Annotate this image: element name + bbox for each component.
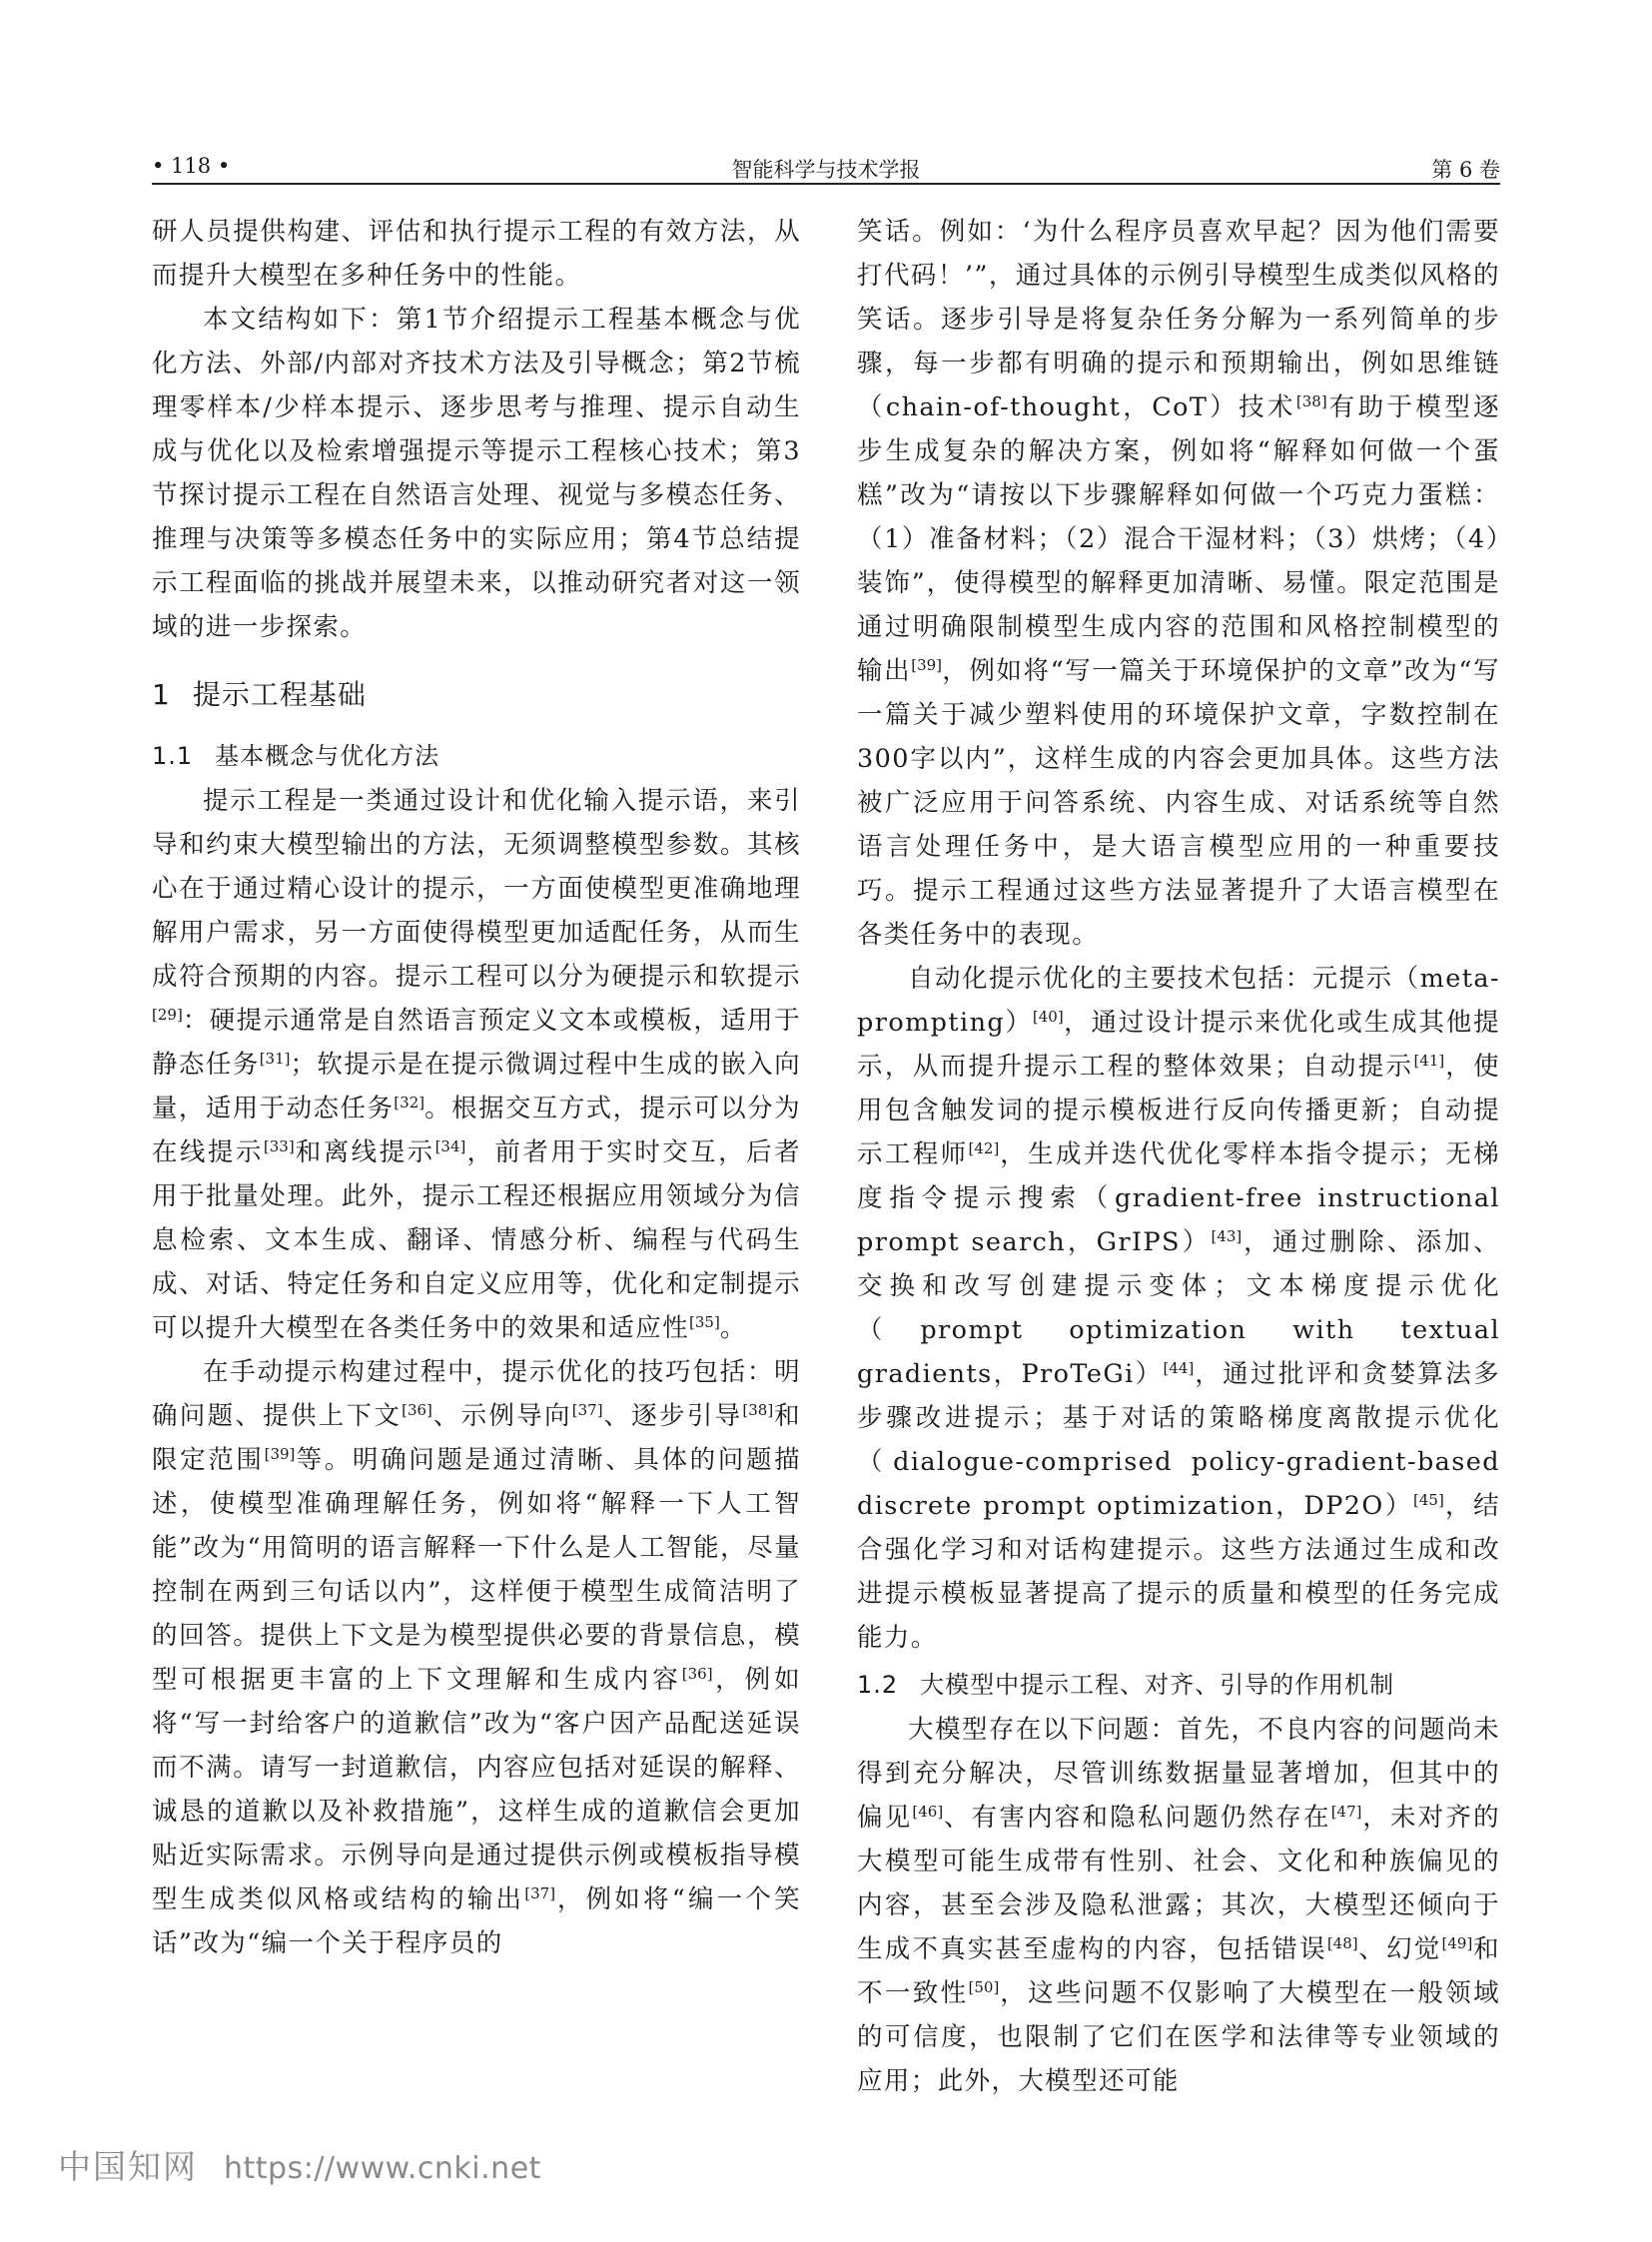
text-run: 有助于模型逐步生成复杂的解决方案，例如将“解释如何做一个蛋糕”改为“请按以下步骤解释如何做一个巧克力蛋糕：（1）准备材料；（2）混合干湿材料；（3）烘烤；（4）装饰”，使得模型的解释更加清晰、易懂。限定范围是通过明确限制模型生成内容的范围和风格控制模型的输出 [857,392,1501,686]
text-run: ，通过批评和贪婪算法多步骤改进提示；基于对话的策略梯度离散提示优化（dialogue-comprised policy-gradient-based discrete prompt optimization，DP2O） [857,1359,1500,1521]
text-run: ，例如将“写一篇关于环境保护的文章”改为“写一篇关于减少塑料使用的环境保护文章，字数控制在300字以内”，这样生成的内容会更加具体。这些方法被广泛应用于问答系统、内容生成、对话系统等自然语言处理任务中，是大语言模型应用的一种重要技巧。提示工程通过这些方法显著提升了大语言模型在各类任务中的表现。 [857,656,1500,950]
paragraph [857,210,1500,957]
citation: [47] [1330,1803,1362,1821]
text-run: ，通过删除、添加、交换和改写创建提示变体；文本梯度提示优化（prompt optimization with textual gradients，ProTeGi） [857,1227,1500,1389]
subsection-heading [152,733,801,779]
text-run: ，使用包含触发词的提示模板进行反向传播更新；自动提示工程师 [857,1052,1500,1169]
citation: [38] [1295,392,1327,410]
citation: [39] [264,1445,296,1463]
text-run: ，这些问题不仅影响了大模型在一般领域的可信度，也限制了它们在医学和法律等专业领域的应用；此外，大模型还可能 [857,1978,1500,2096]
citation: [33] [263,1137,295,1155]
header-rule [152,183,1500,185]
citation: [32] [394,1094,425,1112]
site-name: 中国知网 [58,2147,198,2186]
paragraph: 本文结构如下：第1节介绍提示工程基本概念与优化方法、外部/内部对齐技术方法及引导概念；第2节梳理零样本/少样本提示、逐步思考与推理、提示自动生成与优化以及检索增强提示等提示工程核心技术；第3节探讨提示工程在自然语言处理、视觉与多模态任务、推理与决策等多模态任务中的实际应用；第4节总结提示工程面临的挑战并展望未来，以推动研究者对这一领域的进一步探索。 [152,305,801,642]
running-header [152,148,1500,184]
text-run: 、逐步引导 [602,1401,743,1431]
text-run: ，未对齐的大模型可能生成带有性别、社会、文化和种族偏见的内容，甚至会涉及隐私泄露；其次，大模型还倾向于生成不真实甚至虚构的内容，包括错误 [857,1803,1500,1964]
subsection-title: 大模型中提示工程、对齐、引导的作用机制 [920,1671,1395,1699]
volume-label: 第 6 卷 [1431,158,1500,182]
subsection-title: 基本概念与优化方法 [215,742,440,770]
text-run: 和限定范围 [152,1401,801,1475]
paragraph [152,779,801,1350]
text-run: 笑话。例如：‘为什么程序员喜欢早起？因为他们需要打代码！’”，通过具体的示例引导模型生成类似风格的笑话。逐步引导是将复杂任务分解为一系列简单的步骤，每一步都有明确的提示和预期输出，例如思维链（chain-of-thought，CoT）技术 [857,217,1500,422]
text-run: 和离线提示 [294,1137,435,1167]
citation: [50] [968,1978,1000,1996]
citation: [29] [152,1006,183,1024]
text-run: 、示例导向 [431,1401,572,1431]
paragraph: 研人员提供构建、评估和执行提示工程的有效方法，从而提升大模型在多种任务中的性能。 [152,217,801,291]
text-run: 自动化提示优化的主要技术包括：元提示（meta-prompting） [857,964,1500,1038]
paragraph [857,1708,1500,2103]
left-column [152,210,801,1965]
text-run: ：硬提示通常是自然语言预定义文本或模板，适用于静态任务 [152,1006,801,1080]
text-run: ；软提示是在提示微调过程中生成的嵌入向量，适用于动态任务 [152,1050,801,1123]
text-run: 在手动提示构建过程中，提示优化的技巧包括：明确问题、提供上下文 [152,1357,801,1431]
citation: [34] [434,1137,466,1155]
citation: [40] [1032,1008,1064,1026]
text-run: 提示工程是一类通过设计和优化输入提示语，来引导和约束大模型输出的方法，无须调整模型参数。其核心在于通过精心设计的提示，一方面使模型更准确地理解用户需求，另一方面使得模型更加适配任务，从而生成符合预期的内容。提示工程可以分为硬提示和软提示 [152,786,801,992]
citation: [36] [681,1665,713,1683]
cnki-watermark [58,2141,541,2188]
text-run: 和不一致性 [857,1934,1500,2008]
text-run: 。 [719,1313,747,1343]
paragraph [152,1350,801,1965]
citation: [48] [1326,1934,1358,1952]
citation: [35] [689,1313,720,1331]
text-run: ，例如将“编一个笑话”改为“编一个关于程序员的 [152,1884,802,1958]
paragraph [857,957,1500,1660]
citation: [46] [912,1803,944,1821]
citation: [45] [1413,1491,1444,1509]
text-run: ，前者用于实时交互，后者用于批量处理。此外，提示工程还根据应用领域分为信息检索、文本生成、翻译、情感分析、编程与代码生成、对话、特定任务和自定义应用等，优化和定制提示可以提升大模型在各类任务中的效果和适应性 [152,1137,801,1343]
citation: [37] [571,1401,603,1419]
subsection-number: 1.1 [152,742,194,770]
citation: [37] [524,1884,556,1902]
citation: [41] [1413,1052,1445,1070]
citation: [31] [259,1050,291,1068]
text-run: 等。明确问题是通过清晰、具体的问题描述，使模型准确理解任务，例如将“解释一下人工智能”改为“用简明的语言解释一下什么是人工智能，尽量控制在两到三句话以内”，这样便于模型生成简洁明了的回答。提供上下文是为模型提供必要的背景信息，模型可根据更丰富的上下文理解和生成内容 [152,1445,802,1695]
citation: [38] [742,1401,774,1419]
subsection-number: 1.2 [857,1671,899,1699]
section-heading [152,671,801,719]
text-run: 、幻觉 [1357,1934,1442,1964]
citation: [49] [1441,1934,1473,1952]
site-url[interactable]: https://www.cnki.net [224,2151,541,2186]
page-number: • 118 • [152,154,231,178]
citation: [36] [402,1401,432,1419]
section-number: 1 [152,678,171,711]
journal-name: 智能科学与技术学报 [731,158,921,182]
citation: [39] [911,656,943,674]
subsection-heading [857,1662,1500,1708]
text-run: 、有害内容和隐私问题仍然存在 [943,1803,1331,1833]
right-column [857,210,1500,2103]
citation: [43] [1211,1227,1242,1245]
section-title: 提示工程基础 [192,678,367,711]
citation: [44] [1163,1359,1195,1377]
text-run: 大模型存在以下问题：首先，不良内容的问题尚未得到充分解决，尽管训练数据量显著增加，但其中的偏见 [857,1715,1500,1833]
text-run: ，结合强化学习和对话构建提示。这些方法通过生成和改进提示模板显著提高了提示的质量和模型的任务完成能力。 [857,1491,1500,1653]
text-run: ，例如将“写一封给客户的道歉信”改为“客户因产品配送延误而不满。请写一封道歉信，内容应包括对延误的解释、诚恳的道歉以及补救措施”，这样生成的道歉信会更加贴近实际需求。示例导向是通过提供示例或模板指导模型生成类似风格或结构的输出 [152,1665,802,1914]
text-run: ，生成并迭代优化零样本指令提示；无梯度指令提示搜索（gradient-free instructional prompt search，GrIPS） [857,1139,1500,1257]
text-run: 。根据交互方式，提示可以分为在线提示 [152,1094,801,1167]
text-run: ，通过设计提示来优化或生成其他提示，从而提升提示工程的整体效果；自动提示 [857,1008,1500,1082]
citation: [42] [968,1139,1000,1157]
